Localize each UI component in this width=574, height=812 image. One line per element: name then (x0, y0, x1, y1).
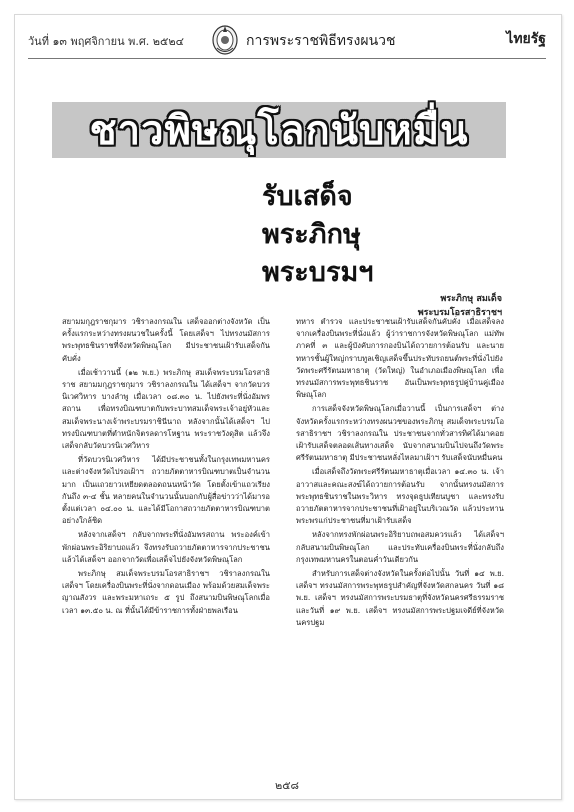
royal-emblem-icon (210, 22, 240, 56)
article-paragraph: ทหาร ตำรวจ และประชาชนเฝ้ารับเสด็จกันคับคั่ง เมื่อเสด็จลงจากเครื่องบินพระที่นั่งแล้ว ผู้ว่าราชการจังหวัดพิษณุโลก แม่ทัพภาคที่ ๓ และผู้บังคับการกองบินได้ถวายการต้อนรับ และนายทหารชั้นผู้ใหญ่กราบทูลเชิญเสด็จขึ้นประทับรถยนต์พระที่นั่งไปยังวัดพระศรีรัตนมหาธาตุ (วัดใหญ่) ในอำเภอเมืองพิษณุโลก เพื่อทรงนมัสการพระพุทธชินราช อันเป็นพระพุทธรูปคู่บ้านคู่เมืองพิษณุโลก (296, 317, 504, 400)
header-title: การพระราชพิธีทรงผนวช (246, 33, 396, 49)
page-header (28, 22, 546, 58)
article-paragraph: สยามมกุฎราชกุมาร วชิราลงกรณใน เสด็จออกต่างจังหวัด เป็นครั้งแรกระหว่างทรงผนวชในครั้งนี้ โดยเสด็จฯ ไปทรงนมัสการพระพุทธชินราชที่จังหวัดพิษณุโลก มีประชาชนเฝ้ารับเสด็จกันคับคั่ง (62, 317, 270, 363)
headline: ชาวพิษณุโลกนับหมื่น (89, 108, 469, 154)
article-column-left (62, 316, 270, 736)
header-divider (28, 58, 546, 59)
subheadline-line: พระภิกษุ (262, 219, 361, 250)
article-paragraph: ที่วัดบวรนิเวศวิหาร ได้มีประชาชนทั้งในกรุงเทพมหานครและต่างจังหวัดไปรอเฝ้าฯ ถวายภัตตาหารบิณฑบาตเป็นจำนวนมาก เป็นแถวยาวเหยียดตลอดถนนหน้าวัด โดยตั้งเข้าแถวเรียงกันถึง ๓-๔ ชั้น หลายคนในจำนวนนั้นบอกกับผู้สื่อข่าวว่าได้มารอตั้งแต่เวลา ๐๔.๐๐ น. และได้มีโอกาสถวายภัตตาหารบิณฑบาตอย่างใกล้ชิด (62, 455, 270, 526)
caption-line: พระภิกษุ สมเด็จ (440, 294, 502, 304)
subheadline-line: รับเสด็จ (262, 181, 353, 212)
article-paragraph: สำหรับการเสด็จต่างจังหวัดในครั้งต่อไปนั้น วันที่ ๑๔ พ.ย. เสด็จฯ ทรงนมัสการพระพุทธรูปสำคัญที่จังหวัดสกลนคร วันที่ ๑๘ พ.ย. เสด็จฯ ทรงนมัสการพระบรมธาตุที่จังหวัดนครศรีธรรมราช และวันที่ ๑๙ พ.ย. เสด็จฯ ทรงนมัสการพระปฐมเจดีย์ที่จังหวัดนครปฐม (296, 569, 504, 627)
headline-banner (52, 102, 506, 158)
header-date: วันที่ ๑๓ พฤศจิกายน พ.ศ. ๒๕๒๔ (28, 35, 184, 48)
article-column-right (296, 316, 504, 736)
article-paragraph: พระภิกษุ สมเด็จพระบรมโอรสาธิราชฯ วชิราลงกรณใน เสด็จฯ โดยเครื่องบินพระที่นั่งจากดอนเมือง พร้อมด้วยสมเด็จพระญาณสังวร และพระมหาเถระ ๕ รูป ถึงสนามบินพิษณุโลกเมื่อเวลา ๑๓.๕๐ น. ณ ที่นั้นได้มีข้าราชการทั้งฝ่ายพลเรือน (62, 569, 270, 615)
publication-name: ไทยรัฐ (506, 31, 546, 47)
photo-area (72, 186, 252, 296)
caption-line: พระบรมโอรสาธิราชฯ (417, 308, 502, 318)
page-number: ๒๕๘ (274, 779, 300, 792)
article-paragraph: การเสด็จจังหวัดพิษณุโลกเมื่อวานนี้ เป็นการเสด็จฯ ต่างจังหวัดครั้งแรกระหว่างทรงผนวชของพระภิกษุ สมเด็จพระบรมโอรสาธิราชฯ วชิราลงกรณใน ประชาชนจากทั่วสารทิศได้มาคอยเฝ้ารับเสด็จตลอดเส้นทางเสด็จ นับจากสนามบินไปจนถึงวัดพระศรีรัตนมหาธาตุ มีประชาชนหลั่งไหลมาเฝ้าฯ รับเสด็จนับหมื่นคน (296, 404, 504, 463)
article-paragraph: เมื่อเสด็จถึงวัดพระศรีรัตนมหาธาตุเมื่อเวลา ๑๔.๓๐ น. เจ้าอาวาสและคณะสงฆ์ได้ถวายการต้อนรับ จากนั้นทรงนมัสการพระพุทธชินราชในพระวิหาร ทรงจุดธูปเทียนบูชา และทรงรับถวายภัตตาหารจากประชาชนที่เฝ้าอยู่ในบริเวณวัด แล้วประทานพระพรแก่ประชาชนที่มาเฝ้ารับเสด็จ (296, 467, 504, 526)
article-paragraph: หลังจากทรงพักผ่อนพระอิริยาบถพอสมควรแล้ว ได้เสด็จฯ กลับสนามบินพิษณุโลก และประทับเครื่องบินพระที่นั่งกลับถึงกรุงเทพมหานครในตอนค่ำวันเดียวกัน (296, 530, 504, 564)
article-paragraph: หลังจากเสด็จฯ กลับจากพระที่นั่งอัมพรสถาน พระองค์เข้าพักผ่อนพระอิริยาบถแล้ว จึงทรงรับถวายภัตตาหารจากประชาชน แล้วได้เสด็จฯ ออกจากวัดเพื่อเสด็จไปยังจังหวัดพิษณุโลก (62, 530, 270, 564)
subheadline (262, 178, 374, 292)
subheadline-line: พระบรมฯ (262, 257, 374, 288)
article-paragraph: เมื่อเช้าวานนี้ (๑๒ พ.ย.) พระภิกษุ สมเด็จพระบรมโอรสาธิราช สยามมกุฎราชกุมาร วชิราลงกรณใน ได้เสด็จฯ จากวัดบวรนิเวศวิหาร บางลำพู เมื่อเวลา ๐๘.๓๐ น. ไปยังพระที่นั่งอัมพรสถาน เพื่อทรงบิณฑบาตกับพระบาทสมเด็จพระเจ้าอยู่หัวและสมเด็จพระนางเจ้าพระบรมราชินีนาถ หลังจากนั้นได้เสด็จฯ ไปทรงบิณฑบาตที่ตำหนักจิตรลดารโหฐาน พระราชวังดุสิต แล้วจึงเสด็จกลับวัดบวรนิเวศวิหาร (62, 367, 270, 451)
